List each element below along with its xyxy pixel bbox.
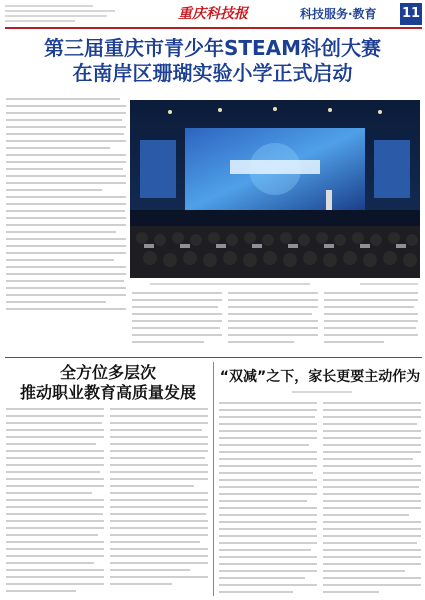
masthead-section: 科技服务·教育 xyxy=(300,7,377,21)
bottom-left-headline-line2: 推动职业教育高质量发展 xyxy=(19,383,196,402)
event-photo xyxy=(130,100,420,278)
top-story-column-2 xyxy=(132,292,222,352)
column-divider xyxy=(213,362,214,596)
masthead-meta-placeholder-4 xyxy=(5,20,75,22)
top-story-headline-line1: 第三届重庆市青少年STEAM科创大赛 xyxy=(43,36,382,60)
photo-caption-placeholder xyxy=(150,283,310,285)
masthead-meta-placeholder-2 xyxy=(5,10,115,12)
top-story-column-4 xyxy=(324,292,418,352)
bottom-left-column-1 xyxy=(6,408,104,596)
masthead-meta-placeholder-3 xyxy=(5,15,107,17)
masthead-brand: 重庆科技报 xyxy=(178,6,248,22)
photo-credit-placeholder xyxy=(360,283,418,285)
bottom-left-column-2 xyxy=(110,408,208,596)
bottom-right-column-2 xyxy=(323,402,421,596)
top-story-left-column xyxy=(6,98,126,312)
top-story-column-3 xyxy=(228,292,318,352)
masthead-meta-placeholder-1 xyxy=(5,5,93,7)
section-divider xyxy=(5,357,422,358)
bottom-right-headline: “双减”之下，家长更要主动作为 xyxy=(219,369,421,385)
masthead-rule xyxy=(5,27,422,29)
bottom-right-column-1 xyxy=(219,402,317,596)
top-story-headline-line2: 在南岸区珊瑚实验小学正式启动 xyxy=(72,61,353,85)
bottom-right-byline-placeholder xyxy=(292,391,352,393)
page-number-badge: 11 xyxy=(400,3,422,25)
bottom-left-headline-line1: 全方位多层次 xyxy=(59,363,156,382)
